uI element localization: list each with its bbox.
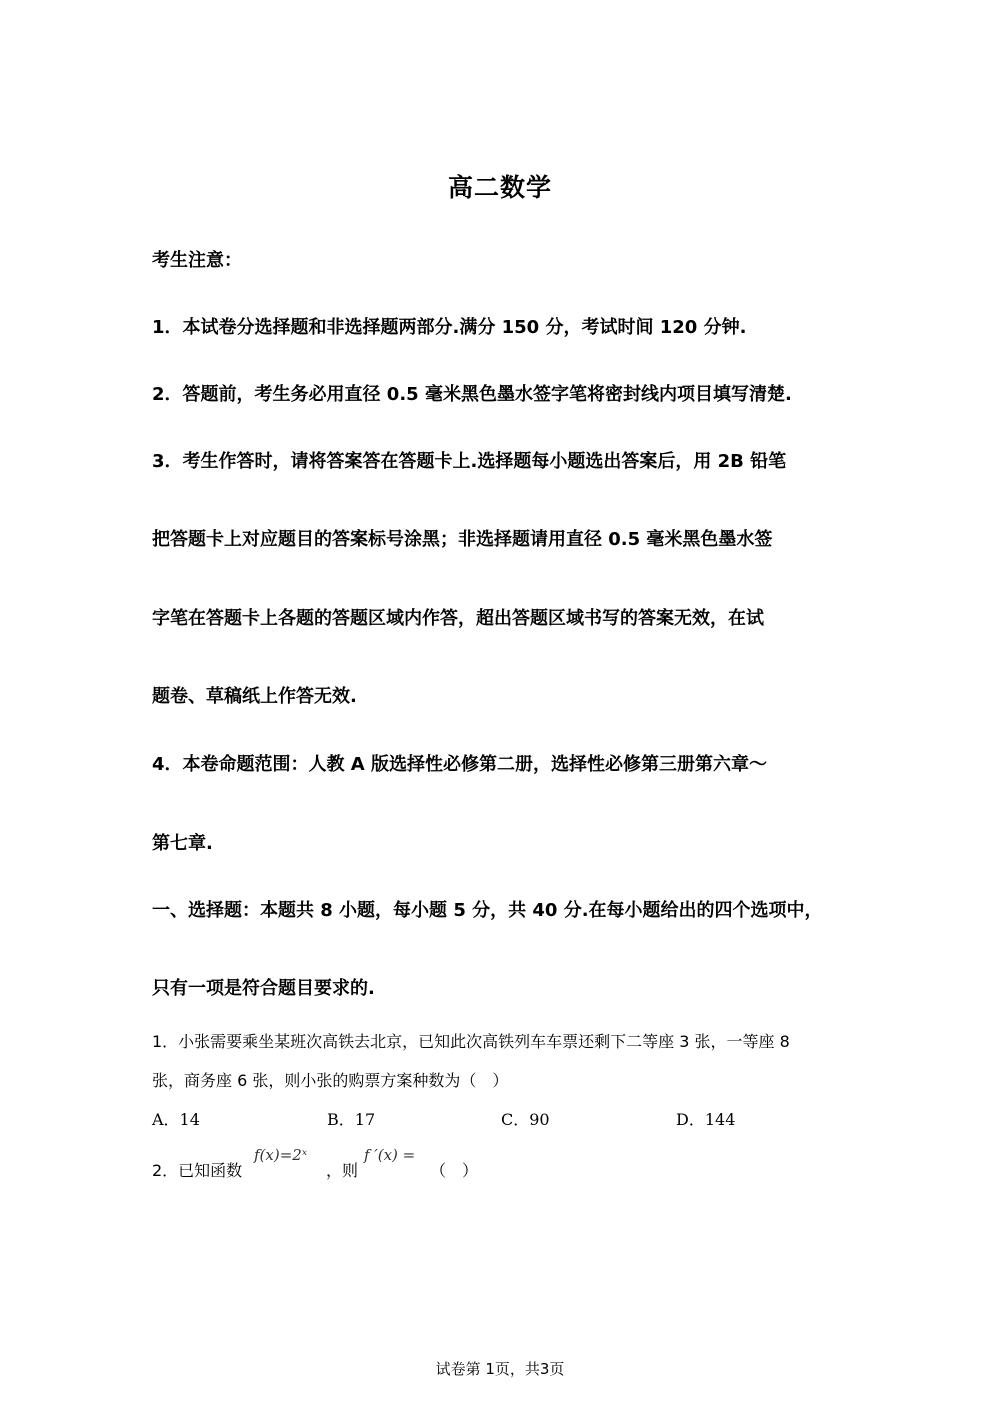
question-2-middle: ，则 — [326, 1161, 359, 1180]
notice-heading: 考生注意： — [152, 250, 242, 271]
page-footer: 试卷第 1页，共3页 — [435, 1360, 565, 1378]
notice-item-3-line-4: 题卷、草稿纸上作答无效. — [152, 686, 357, 707]
question-1-line-2: 张，商务座 6 张，则小张的购票方案种数为（ ） — [152, 1071, 509, 1090]
notice-item-3-line-3: 字笔在答题卡上各题的答题区域内作答，超出答题区域书写的答案无效，在试 — [152, 608, 764, 629]
question-1-option-a: A．14 — [152, 1110, 200, 1129]
section-heading-line-1: 一、选择题：本题共 8 小题，每小题 5 分，共 40 分.在每小题给出的四个选项中， — [152, 900, 823, 921]
notice-item-1: 1．本试卷分选择题和非选择题两部分.满分 150 分，考试时间 120 分钟. — [152, 317, 747, 338]
notice-item-3-line-2: 把答题卡上对应题目的答案标号涂黑；非选择题请用直径 0.5 毫米黑色墨水签 — [152, 529, 773, 550]
section-heading-line-2: 只有一项是符合题目要求的. — [152, 978, 375, 999]
question-1-option-c: C．90 — [501, 1110, 550, 1129]
question-2-answer-blank: （ ） — [430, 1161, 479, 1180]
question-2-prefix: 2．已知函数 — [152, 1161, 243, 1180]
question-1-option-b: B．17 — [327, 1110, 376, 1129]
notice-item-4-line-1: 4．本卷命题范围：人教 A 版选择性必修第二册，选择性必修第三册第六章～ — [152, 754, 767, 775]
notice-item-4-line-2: 第七章. — [152, 833, 213, 854]
question-1-line-1: 1．小张需要乘坐某班次高铁去北京，已知此次高铁列车车票还剩下二等座 3 张，一等座 8 — [152, 1032, 790, 1051]
question-2-formula-derivative: f ′(x) = — [364, 1146, 416, 1164]
question-2-formula-fx: f(x)=2ˣ — [254, 1146, 308, 1164]
notice-item-2: 2．答题前，考生务必用直径 0.5 毫米黑色墨水签字笔将密封线内项目填写清楚. — [152, 384, 792, 405]
question-1-option-d: D．144 — [676, 1110, 736, 1129]
notice-item-3-line-1: 3．考生作答时，请将答案答在答题卡上.选择题每小题选出答案后，用 2B 铅笔 — [152, 451, 787, 472]
page-title: 高二数学 — [447, 173, 552, 202]
